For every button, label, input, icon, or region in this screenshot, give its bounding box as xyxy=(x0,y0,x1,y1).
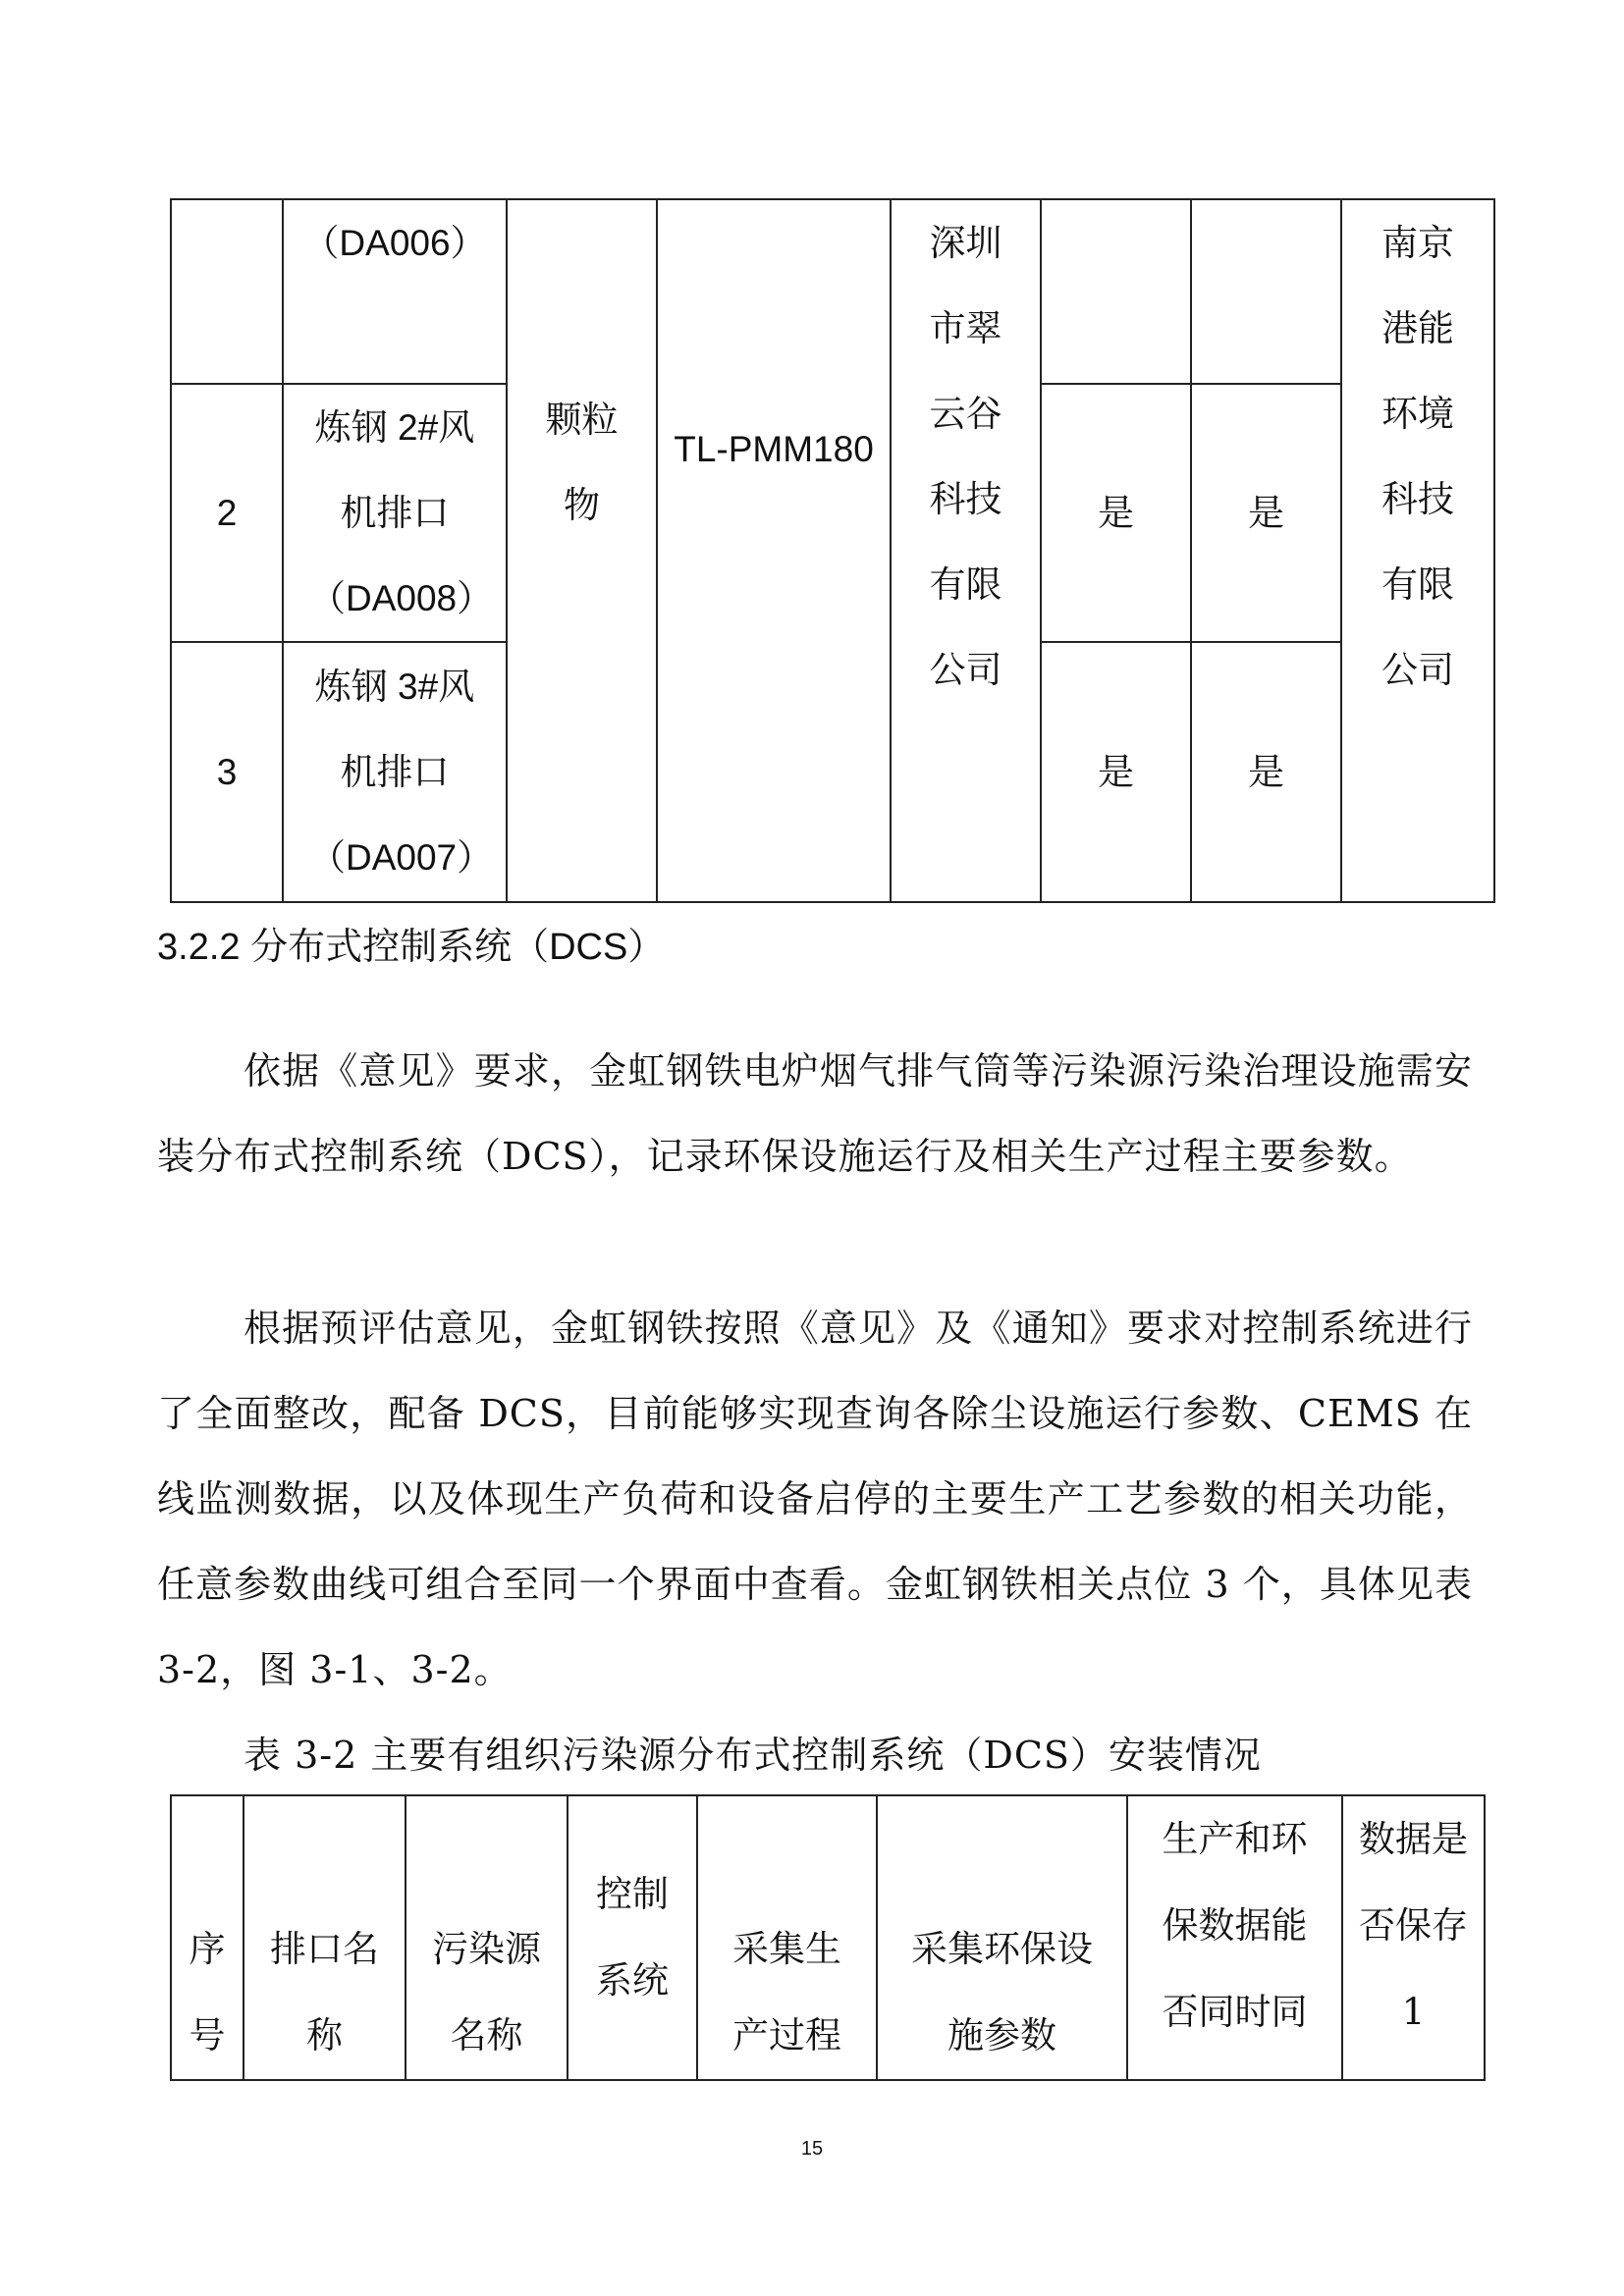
t1-row-a-no xyxy=(171,199,283,384)
t1-model: TL-PMM180 xyxy=(657,199,891,902)
paragraph-1: 依据《意见》要求，金虹钢铁电炉烟气排气筒等污染源污染治理设施需安装分布式控制系统（DCS），记录环保设施运行及相关生产过程主要参数。 xyxy=(157,1049,1473,1178)
paragraph-2: 根据预评估意见，金虹钢铁按照《意见》及《通知》要求对控制系统进行了全面整改，配备 DCS，目前能够实现查询各除尘设施运行参数、CEMS 在线监测数据，以及体现生产负荷和设备启停的主要生产工艺参数的相关功能，任意参数曲线可组合至同一个界面中查看。金虹钢铁相关点位 3 个，具体见表 3-2，图 3-1、3-2。 xyxy=(157,1307,1473,1691)
t2-header-cell: 排口名称 xyxy=(244,1795,406,2080)
dcs-installation-table xyxy=(170,1794,1486,2081)
table-caption: 表 3-2 主要有组织污染源分布式控制系统（DCS）安装情况 xyxy=(244,1734,1262,1777)
t2-header-cell: 序号 xyxy=(171,1795,244,2080)
t1-row3-col7: 是 xyxy=(1191,642,1341,902)
t2-header-cell: 生产和环保数据能否同时同 xyxy=(1127,1795,1342,2080)
t2-header-cell: 控制系统 xyxy=(568,1795,697,2080)
t1-operator: 南京港能环境科技有限公司 xyxy=(1341,199,1494,902)
t1-pollutant: 颗粒物 xyxy=(507,199,657,902)
t1-row2-outlet: 炼钢 2#风机排口（DA008） xyxy=(283,384,507,642)
t2-header-cell: 采集环保设施参数 xyxy=(877,1795,1127,2080)
t1-manufacturer: 深圳市翠云谷科技有限公司 xyxy=(891,199,1041,902)
t1-row-a-col6 xyxy=(1041,199,1191,384)
t1-row2-col7: 是 xyxy=(1191,384,1341,642)
t1-row-a-outlet: （DA006） xyxy=(283,199,507,384)
t1-row2-no: 2 xyxy=(171,384,283,642)
page-number: 15 xyxy=(800,2138,824,2160)
t1-row3-no: 3 xyxy=(171,642,283,902)
t1-row3-outlet: 炼钢 3#风机排口（DA007） xyxy=(283,642,507,902)
t2-header-cell: 采集生产过程 xyxy=(697,1795,877,2080)
monitoring-equipment-table xyxy=(170,198,1495,903)
t1-row2-col6: 是 xyxy=(1041,384,1191,642)
t2-header-cell: 数据是否保存1 xyxy=(1342,1795,1485,2080)
t2-header-cell: 污染源名称 xyxy=(406,1795,568,2080)
t1-row-a-col7 xyxy=(1191,199,1341,384)
section-heading: 3.2.2 分布式控制系统（DCS） xyxy=(157,927,666,968)
t1-row3-col6: 是 xyxy=(1041,642,1191,902)
